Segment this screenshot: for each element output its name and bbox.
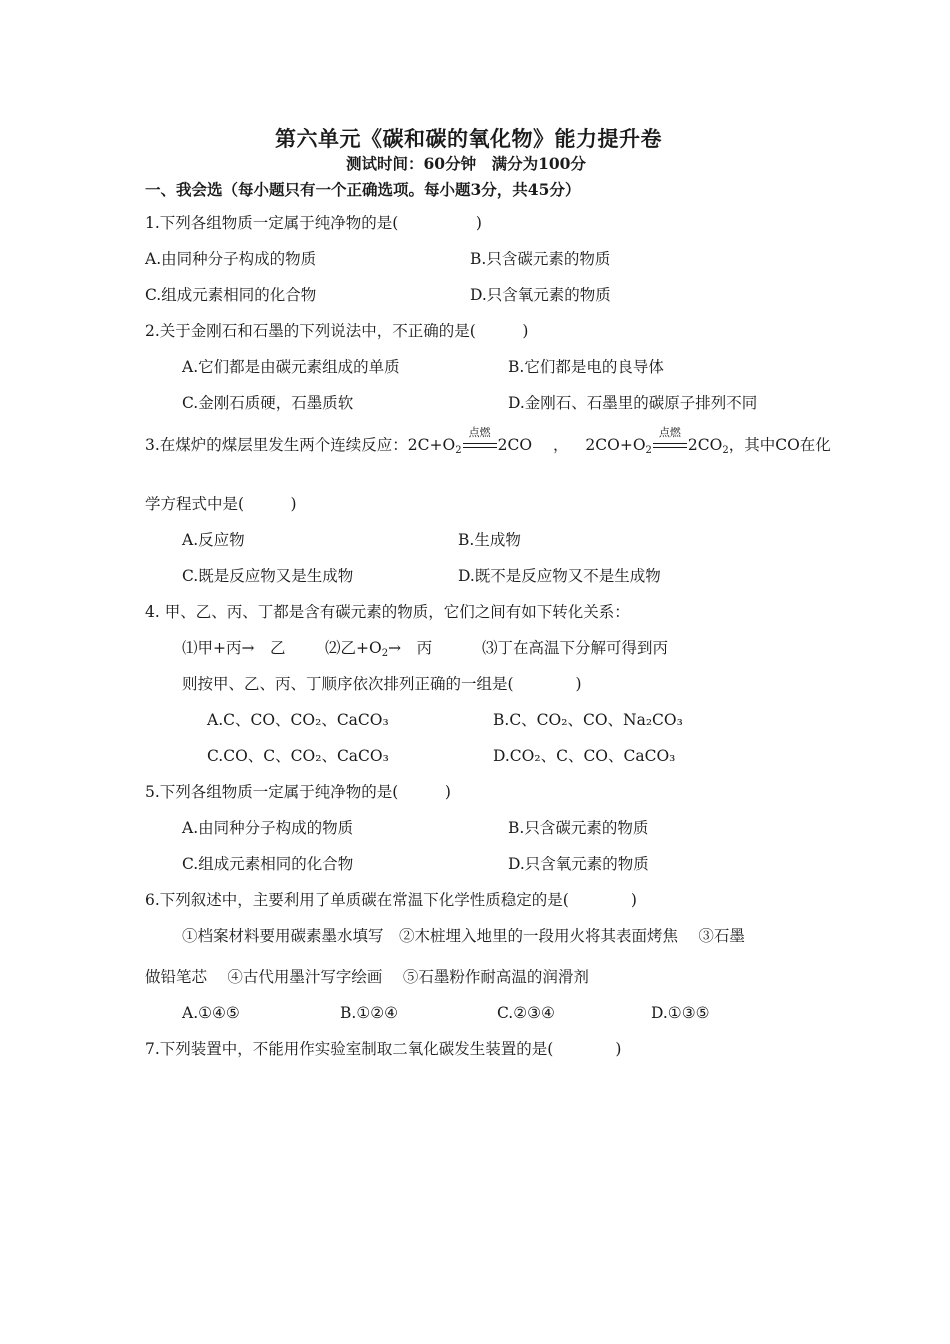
q3-option-d: D.既不是反应物又不是生成物 — [458, 567, 661, 585]
q2-option-a: A.它们都是由碳元素组成的单质 — [182, 358, 400, 376]
q2-option-d: D.金刚石、石墨里的碳原子排列不同 — [508, 394, 758, 412]
question-4-stem: 4. 甲、乙、丙、丁都是含有碳元素的物质，它们之间有如下转化关系： — [145, 603, 630, 621]
q4-question: 则按甲、乙、丙、丁顺序依次排列正确的一组是( ) — [182, 675, 582, 693]
question-3-stem-cont: 学方程式中是( ) — [145, 495, 297, 513]
q3-option-b: B.生成物 — [458, 531, 521, 549]
q4-option-d: D.CO₂、C、CO、CaCO₃ — [493, 747, 676, 765]
q3-stem-end: ，其中CO在化 — [728, 436, 831, 454]
equals-sign — [463, 426, 497, 453]
section-heading: 一、我会选（每小题只有一个正确选项。每小题3分，共45分） — [145, 180, 581, 199]
question-3-stem — [145, 426, 831, 456]
q1-option-c: C.组成元素相同的化合物 — [145, 286, 317, 304]
condition-label: 点燃 — [468, 426, 491, 439]
q5-option-a: A.由同种分子构成的物质 — [182, 819, 354, 837]
q6-statements-line-2: 做铅笔芯 ④古代用墨汁写字绘画 ⑤石墨粉作耐高温的润滑剂 — [145, 968, 589, 986]
q6-statements-line-1: ①档案材料要用碳素墨水填写 ②木桩埋入地里的一段用火将其表面烤焦 ③石墨 — [182, 927, 745, 945]
page-title: 第六单元《碳和碳的氧化物》能力提升卷 — [275, 126, 662, 151]
q1-option-d: D.只含氧元素的物质 — [470, 286, 611, 304]
q5-option-d: D.只含氧元素的物质 — [508, 855, 649, 873]
reaction-1: $2C+O_2$ 点燃 2CO — [407, 426, 533, 456]
separator: ， — [552, 436, 569, 454]
q6-option-b: B.①②④ — [340, 1004, 399, 1022]
q2-option-c: C.金刚石质硬，石墨质软 — [182, 394, 354, 412]
question-1-stem: 1.下列各组物质一定属于纯净物的是( ) — [145, 214, 482, 232]
q3-stem-start: 3.在煤炉的煤层里发生两个连续反应： — [145, 436, 408, 454]
q4-option-b: B.C、CO₂、CO、Na₂CO₃ — [493, 711, 683, 729]
q6-option-d: D.①③⑤ — [651, 1004, 710, 1022]
question-7-stem: 7.下列装置中，不能用作实验室制取二氧化碳发生装置的是( ) — [145, 1040, 622, 1058]
q1-option-a: A.由同种分子构成的物质 — [145, 250, 317, 268]
condition-label: 点燃 — [658, 426, 681, 439]
question-5-stem: 5.下列各组物质一定属于纯净物的是( ) — [145, 783, 451, 801]
q1-option-b: B.只含碳元素的物质 — [470, 250, 611, 268]
q2-option-b: B.它们都是电的良导体 — [508, 358, 664, 376]
equals-sign — [653, 426, 687, 453]
page-subtitle: 测试时间：60分钟 满分为100分 — [346, 154, 586, 173]
q5-option-b: B.只含碳元素的物质 — [508, 819, 649, 837]
q4-option-a: A.C、CO、CO₂、CaCO₃ — [207, 711, 389, 729]
q4-relation-2: ⑵乙$+O_2\to$ 丙 — [325, 639, 433, 659]
q4-relation-3: ⑶丁在高温下分解可得到丙 — [482, 639, 669, 657]
q5-option-c: C.组成元素相同的化合物 — [182, 855, 354, 873]
question-2-stem: 2.关于金刚石和石墨的下列说法中，不正确的是( ) — [145, 322, 529, 340]
q4-option-c: C.CO、C、CO₂、CaCO₃ — [207, 747, 389, 765]
q3-option-c: C.既是反应物又是生成物 — [182, 567, 354, 585]
question-6-stem: 6.下列叙述中，主要利用了单质碳在常温下化学性质稳定的是( ) — [145, 891, 637, 909]
reaction-2: $2CO+O_2$ 点燃 $2CO_2$ — [585, 426, 729, 456]
q3-option-a: A.反应物 — [182, 531, 245, 549]
q6-option-c: C.②③④ — [497, 1004, 555, 1022]
q4-relation-1: ⑴甲+丙→ 乙 — [182, 639, 286, 657]
q6-option-a: A.①④⑤ — [182, 1004, 240, 1022]
